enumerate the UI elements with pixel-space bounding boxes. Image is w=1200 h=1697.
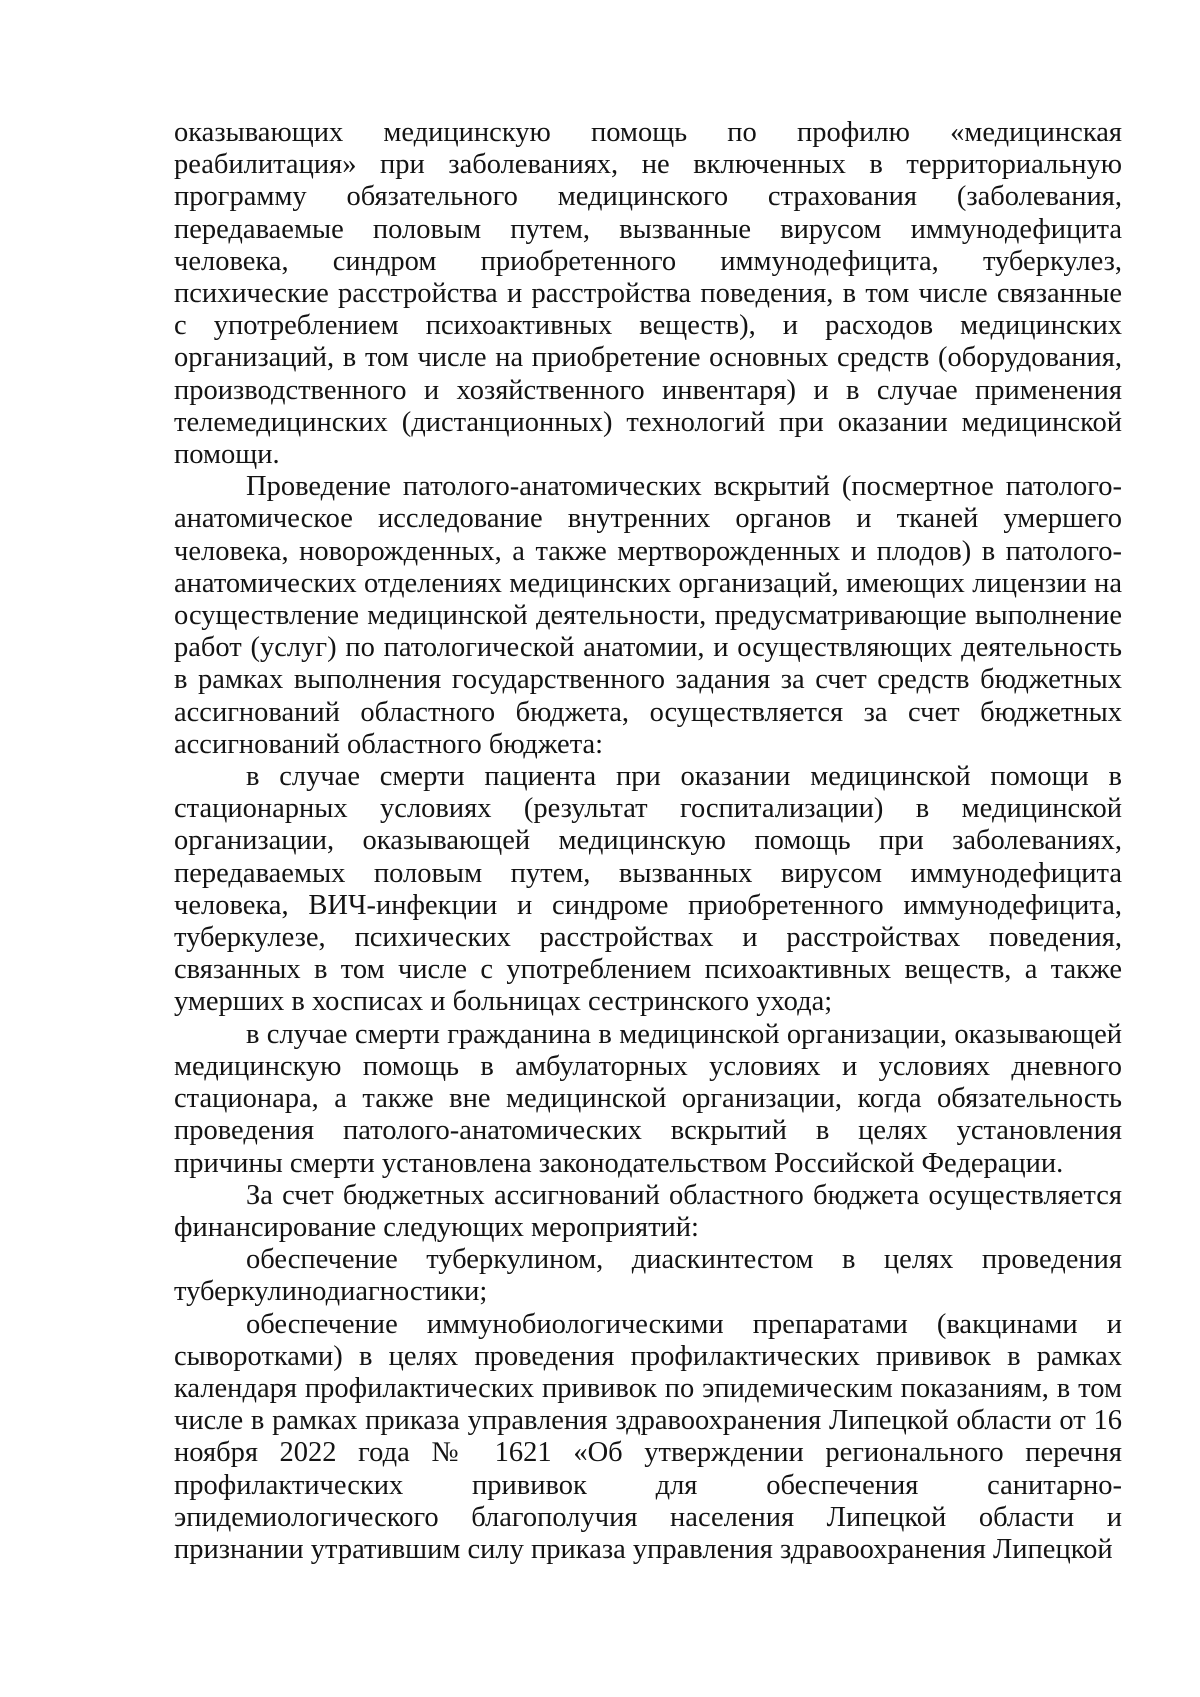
paragraph-inpatient-death-case: в случае смерти пациента при оказании медицинской помощи в стационарных условиях (результат госпитализации) в медицинской организации, оказывающей медицинскую помощь при заболеваниях, передаваемых половым путем, вызванных вирусом иммунодефицита человека, ВИЧ-инфекции и синдроме приобретенного иммунодефицита, туберкулезе, психических расстройствах и расстройствах поведения, связанных в том числе с употреблением психоактивных веществ, а также умерших в хосписах и больницах сестринского ухода;	[174, 761, 1122, 1018]
paragraph-immunobiological-supply: обеспечение иммунобиологическими препаратами (вакцинами и сыворотками) в целях проведения профилактических прививок в рамках календаря профилактических прививок по эпидемическим показаниям, в том числе в рамках приказа управления здравоохранения Липецкой области от 16 ноября 2022 года № 1621 «Об утверждении регионального перечня профилактических прививок для обеспечения санитарно-эпидемиологического благополучия населения Липецкой области и признании утратившим силу приказа управления здравоохранения Липецкой	[174, 1308, 1122, 1565]
paragraph-rehabilitation-financing: оказывающих медицинскую помощь по профилю «медицинская реабилитация» при заболеваниях, не включенных в территориальную программу обязательного медицинского страхования (заболевания, передаваемые половым путем, вызванные вирусом иммунодефицита человека, синдром приобретенного иммунодефицита, туберкулез, психические расстройства и расстройства поведения, в том числе связанные с употреблением психоактивных веществ), и расходов медицинских организаций, в том числе на приобретение основных средств (оборудования, производственного и хозяйственного инвентаря) и в случае применения телемедицинских (дистанционных) технологий при оказании медицинской помощи.	[174, 117, 1122, 471]
paragraph-autopsy-financing: Проведение патолого-анатомических вскрытий (посмертное патолого-анатомическое исследование внутренних органов и тканей умершего человека, новорожденных, а также мертворожденных и плодов) в патолого-анатомических отделениях медицинских организаций, имеющих лицензии на осуществление медицинской деятельности, предусматривающие выполнение работ (услуг) по патологической анатомии, и осуществляющих деятельность в рамках выполнения государственного задания за счет средств бюджетных ассигнований областного бюджета, осуществляется за счет бюджетных ассигнований областного бюджета:	[174, 471, 1122, 760]
paragraph-outpatient-death-case: в случае смерти гражданина в медицинской организации, оказывающей медицинскую помощь в амбулаторных условиях и условиях дневного стационара, а также вне медицинской организации, когда обязательность проведения патолого-анатомических вскрытий в целях установления причины смерти установлена законодательством Российской Федерации.	[174, 1018, 1122, 1179]
paragraph-budget-measures-intro: За счет бюджетных ассигнований областного бюджета осуществляется финансирование следующих мероприятий:	[174, 1179, 1122, 1243]
document-page	[174, 117, 1122, 1566]
paragraph-tuberculin-supply: обеспечение туберкулином, диаскинтестом в целях проведения туберкулинодиагностики;	[174, 1244, 1122, 1308]
